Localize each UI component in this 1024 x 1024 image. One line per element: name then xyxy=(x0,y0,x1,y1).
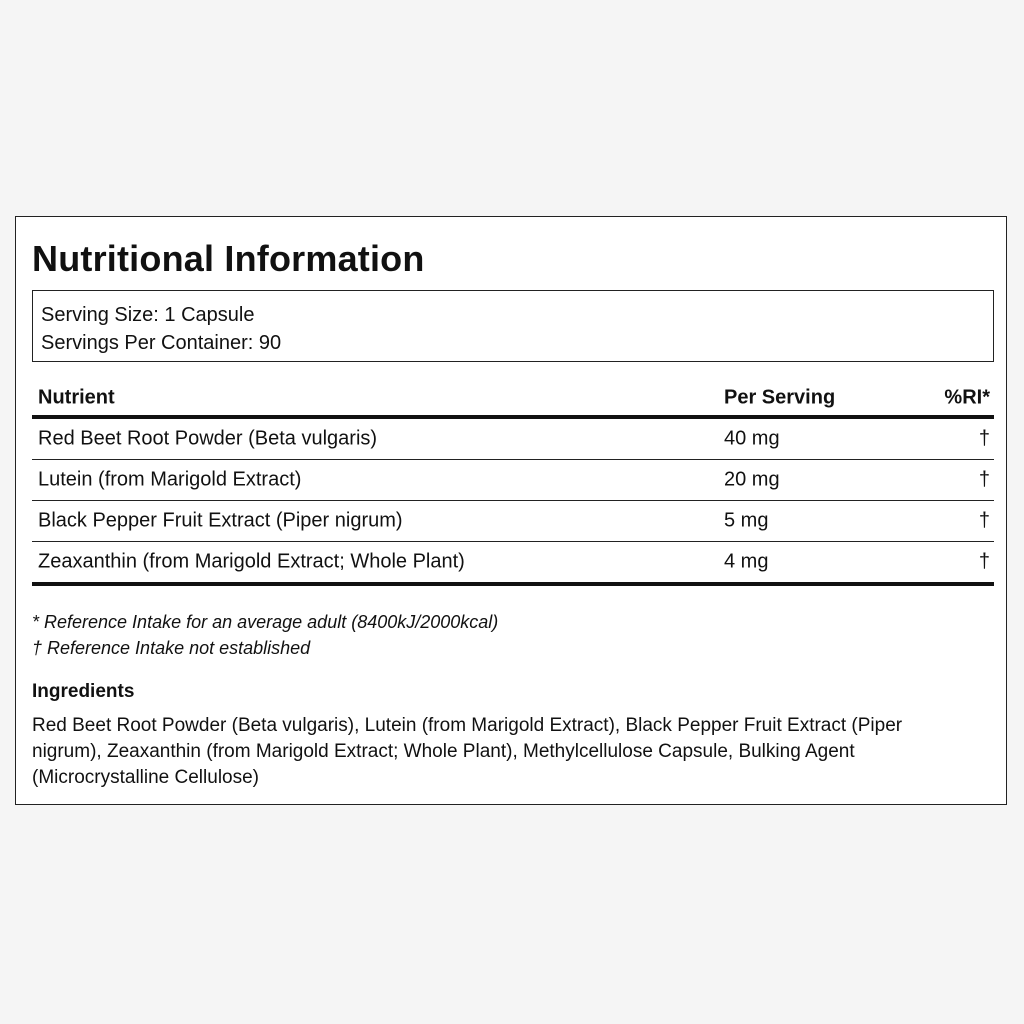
serving-info-box xyxy=(32,290,994,362)
page-title: Nutritional Information xyxy=(32,238,425,279)
nutrient-amount: 4 mg xyxy=(724,550,769,573)
footnote-not-established: † Reference Intake not established xyxy=(32,638,311,658)
nutrient-ri: † xyxy=(978,509,990,532)
ingredients-heading: Ingredients xyxy=(32,681,135,702)
nutrient-amount: 40 mg xyxy=(724,427,780,450)
ingredients-text: Red Beet Root Powder (Beta vulgaris), Lutein (from Marigold Extract), Black Pepper Fruit Extract (Piper nigrum), Zeaxanthin (from Marigold Extract; Whole Plant), Methylcellulose Capsule, Bulking Agent (Microcrystalline Cellulose) xyxy=(32,715,903,788)
nutrient-name: Red Beet Root Powder (Beta vulgaris) xyxy=(38,427,378,450)
table-row xyxy=(32,542,994,586)
nutrient-name: Black Pepper Fruit Extract (Piper nigrum) xyxy=(38,509,403,532)
header-nutrient: Nutrient xyxy=(38,386,115,409)
nutrient-ri: † xyxy=(978,468,990,491)
nutrient-name: Lutein (from Marigold Extract) xyxy=(38,468,302,491)
table-row xyxy=(32,419,994,460)
table-row xyxy=(32,501,994,542)
table-row xyxy=(32,460,994,501)
nutrient-name: Zeaxanthin (from Marigold Extract; Whole Plant) xyxy=(38,550,465,573)
nutrient-ri: † xyxy=(978,550,990,573)
footnote-reference-intake: * Reference Intake for an average adult (8400kJ/2000kcal) xyxy=(32,612,499,632)
nutrient-amount: 5 mg xyxy=(724,509,769,532)
table-header xyxy=(32,377,994,419)
header-ri: %RI* xyxy=(944,386,990,409)
nutrition-panel xyxy=(15,216,1007,805)
nutrient-table xyxy=(32,377,994,586)
header-per-serving: Per Serving xyxy=(724,386,836,409)
footnotes xyxy=(32,609,498,661)
servings-per-container: Servings Per Container: 90 xyxy=(41,332,282,354)
nutrient-ri: † xyxy=(978,427,990,450)
nutrient-amount: 20 mg xyxy=(724,468,780,491)
serving-size: Serving Size: 1 Capsule xyxy=(41,304,255,326)
